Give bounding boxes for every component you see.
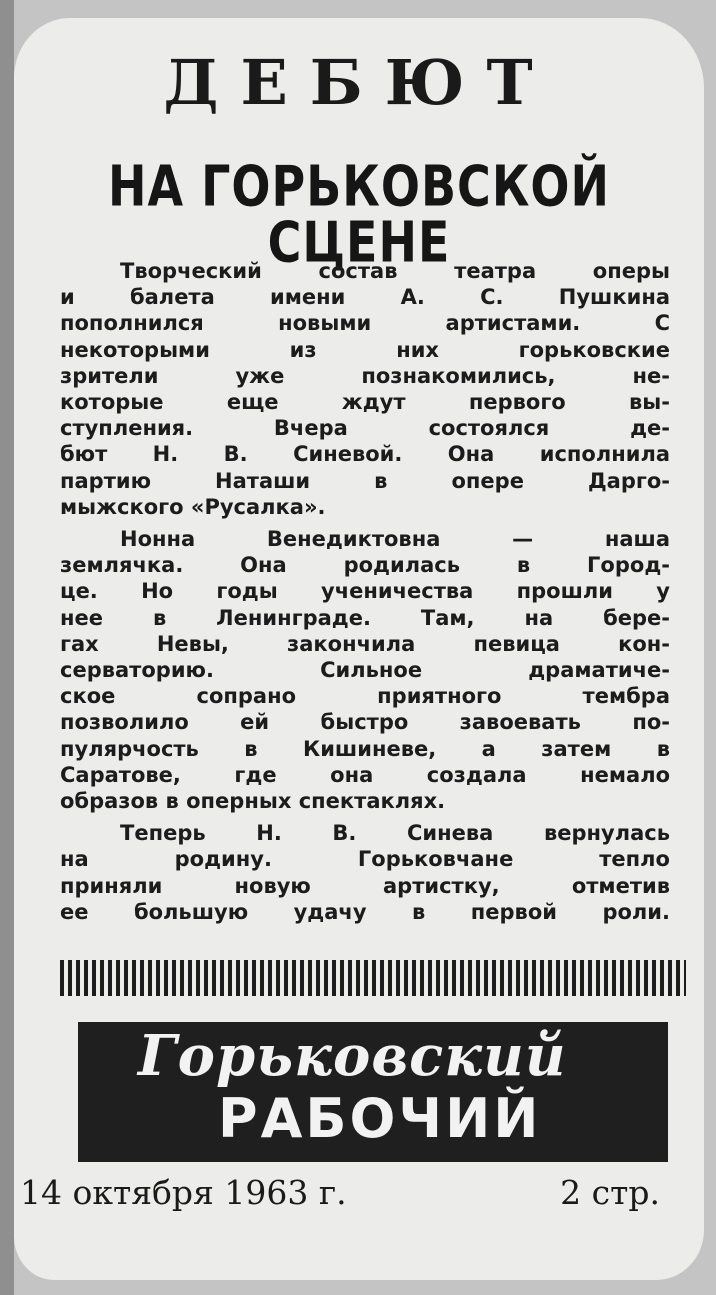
headline-title: ДЕБЮТ: [163, 46, 555, 119]
article-line: Творческий состав театра оперы: [120, 259, 670, 283]
article-line: ее большую удачу в первой роли.: [60, 899, 670, 924]
article-line: ское сопрано приятного тембра: [60, 684, 670, 709]
article-body: [60, 258, 670, 931]
article-line: серваторию. Сильное драматиче-: [60, 658, 670, 683]
masthead-script-text: Горьковский: [138, 1023, 567, 1089]
article-paragraph: [60, 258, 670, 520]
article-line: бют Н. В. Синевой. Она исполнила: [60, 442, 670, 467]
article-line: Теперь Н. В. Синева вернулась: [120, 821, 670, 846]
article-line: це. Но годы ученичества прошли у: [60, 579, 670, 604]
masthead-bold-text: РАБОЧИЙ: [218, 1087, 542, 1150]
article-line: приняли новую артистку, отметив: [60, 873, 670, 898]
publication-date: 14 октября 1963 г.: [20, 1173, 347, 1212]
newspaper-clipping: [14, 18, 704, 1280]
article-line: ступления. Вчера состоялся де-: [60, 416, 670, 441]
article-line: пополнился новыми артистами. С: [60, 311, 670, 336]
article-line: которые еще ждут первого вы-: [60, 390, 670, 415]
article-paragraph: [60, 820, 670, 925]
article-line: гах Невы, закончила певица кон-: [60, 631, 670, 656]
article-paragraph: [60, 526, 670, 814]
article-line: Нонна Венедиктовна — наша: [120, 527, 670, 552]
article-line: на родину. Горьковчане тепло: [60, 847, 670, 872]
article-line: Саратове, где она создала немало: [60, 762, 670, 787]
article-line: партию Наташи в опере Дарго-: [60, 468, 670, 493]
article-line: землячка. Она родилась в Город-: [60, 553, 670, 578]
article-line: образов в оперных спектаклях.: [60, 789, 446, 814]
article-line: позволило ей быстро завоевать по-: [60, 710, 670, 735]
newspaper-masthead-logo: [78, 1022, 668, 1162]
headline-subtitle: НА ГОРЬКОВСКОЙ СЦЕНЕ: [107, 153, 611, 276]
page-number: 2 стр.: [560, 1173, 660, 1212]
article-line: пулярчость в Кишиневе, а затем в: [60, 736, 670, 761]
separator-rule: [60, 960, 686, 996]
article-line: некоторыми из них горьковские: [60, 337, 670, 362]
article-line: зрители уже познакомились, не-: [60, 363, 670, 388]
article-line: и балета имени А. С. Пушкина: [60, 285, 670, 310]
scan-edge: [0, 0, 14, 1295]
article-line: мыжского «Русалка».: [60, 494, 326, 519]
article-line: нее в Ленинграде. Там, на бере-: [60, 605, 670, 630]
